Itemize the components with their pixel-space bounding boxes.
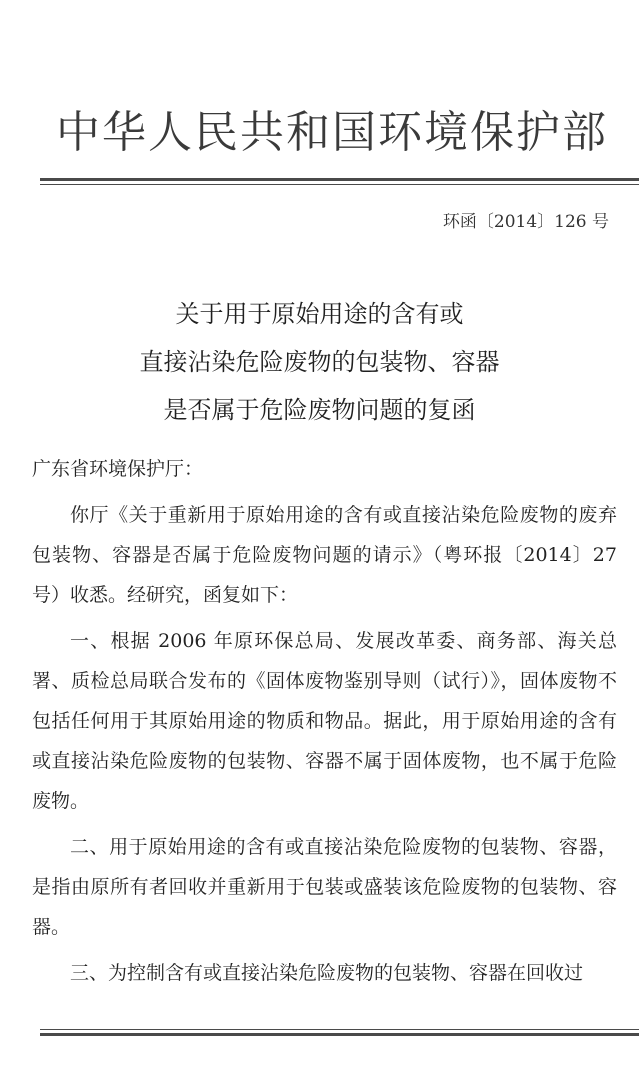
body-paragraph: 三、为控制含有或直接沾染危险废物的包装物、容器在回收过 [70, 962, 584, 984]
document-title-line: 直接沾染危险废物的包装物、容器 [139, 348, 500, 376]
body-paragraph: 二、用于原始用途的含有或直接沾染危险废物的包装物、容器，是指由原所有者回收并重新用于包装或盛装该危险废物的包装物、容器。 [32, 836, 617, 938]
document-number: 环函〔2014〕126 号 [442, 212, 609, 232]
footer-rule-thin [40, 1029, 639, 1030]
letterhead-rule-thick [40, 178, 639, 181]
document-title-line: 关于用于原始用途的含有或 [175, 300, 464, 328]
footer-rule-thick [40, 1033, 639, 1036]
body-paragraph: 你厅《关于重新用于原始用途的含有或直接沾染危险废物的废弃包装物、容器是否属于危险废物问题的请示》（粤环报〔2014〕27 号）收悉。经研究，函复如下： [32, 504, 617, 606]
document-body [32, 449, 617, 999]
letterhead-rule-thin [40, 184, 639, 185]
body-paragraph: 一、根据 2006 年原环保总局、发展改革委、商务部、海关总署、质检总局联合发布的《固体废物鉴别导则（试行）》，固体废物不包括任何用于其原始用途的物质和物品。据此，用于原始用途的含有或直接沾染危险废物的包装物、容器不属于固体废物，也不属于危险废物。 [32, 630, 617, 812]
document-title-line: 是否属于危险废物问题的复函 [163, 396, 476, 424]
document-title [0, 290, 639, 434]
letterhead [0, 0, 639, 190]
ministry-title: 中华人民共和国环境保护部 [56, 107, 608, 158]
salutation: 广东省环境保护厅： [32, 458, 204, 480]
